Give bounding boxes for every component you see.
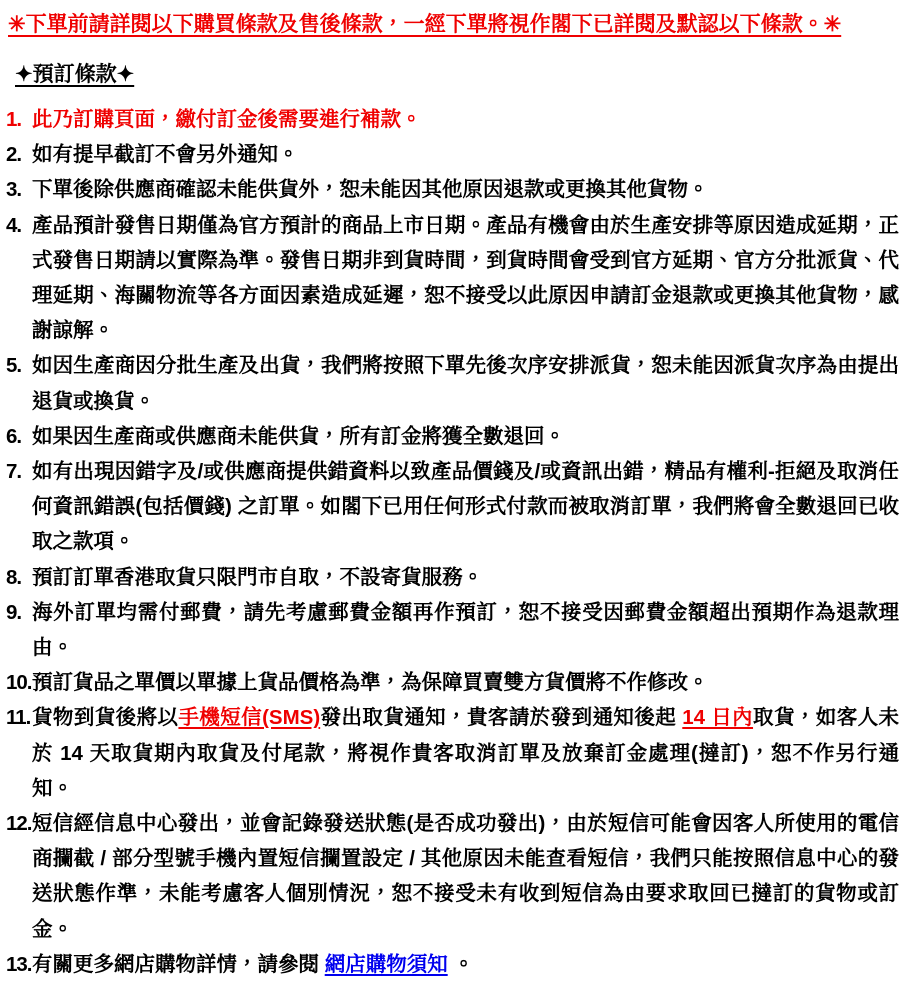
term-item-4 bbox=[6, 208, 899, 349]
term-item-2 bbox=[6, 137, 899, 172]
term-item-9 bbox=[6, 595, 899, 665]
term-item-6 bbox=[6, 419, 899, 454]
term-text: 產品預計發售日期僅為官方預計的商品上市日期。產品有機會由於生產安排等原因造成延期，正式發售日期請以實際為準。發售日期非到貨時間，到貨時間會受到官方延期、官方分批派貨、代理延期、海關物流等各方面因素造成延遲，恕不接受以此原因申請訂金退款或更換其他貨物，感謝諒解。 bbox=[32, 213, 899, 343]
term-number: 10. bbox=[6, 671, 32, 695]
term-number: 4. bbox=[6, 213, 22, 237]
term-text: 如因生產商因分批生產及出貨，我們將按照下單先後次序安排派貨，恕未能因派貨次序為由提出退貨或換貨。 bbox=[32, 354, 899, 413]
term-item-7 bbox=[6, 454, 899, 560]
pre-order-warning-header: ✳下單前請詳閱以下購買條款及售後條款，一經下單將視作閣下已詳閱及默認以下條款。✳ bbox=[8, 13, 842, 36]
term-text: 海外訂單均需付郵費，請先考慮郵費金額再作預訂，恕不接受因郵費金額超出預期作為退款理由。 bbox=[32, 600, 899, 660]
term-text: 取貨，如客人未於 14 天取貨期內取貨及付尾款，將視作貴客取消訂單及放棄訂金處理(撻訂)，恕不作另行通知。 bbox=[32, 706, 900, 800]
term-number: 9. bbox=[6, 600, 22, 624]
term-text: 下單後除供應商確認未能供貨外，恕未能因其他原因退款或更換其他貨物。 bbox=[32, 178, 709, 202]
term-text: 此乃訂購頁面，繳付訂金後需要進行補款。 bbox=[32, 108, 422, 131]
term-number: 5. bbox=[6, 354, 22, 378]
pickup-deadline-highlight: 14 日內 bbox=[682, 706, 754, 730]
section-title: ✦預訂條款✦ bbox=[15, 63, 135, 86]
term-text: 貨物到貨後將以 bbox=[32, 706, 179, 730]
term-item-8 bbox=[6, 560, 899, 595]
term-text: 發出取貨通知，貴客請於發到通知後起 bbox=[320, 706, 683, 730]
shop-guide-link[interactable]: 網店購物須知 bbox=[324, 952, 448, 976]
term-item-5 bbox=[6, 348, 899, 418]
term-number: 7. bbox=[6, 460, 22, 484]
term-item-13 bbox=[6, 947, 899, 982]
term-text: 短信經信息中心發出，並會記錄發送狀態(是否成功發出)，由於短信可能會因客人所使用的電信商攔截 / 部分型號手機內置短信攔置設定 / 其他原因未能查看短信，我們只能按照信息中心的發送狀態作準，未能考慮客人個別情況，恕不接受未有收到短信為由要求取回已撻訂的貨物或訂金。 bbox=[32, 812, 899, 941]
sms-notice-highlight: 手機短信(SMS) bbox=[178, 706, 321, 730]
term-text: 如有提早截訂不會另外通知。 bbox=[32, 143, 299, 167]
terms-list bbox=[6, 102, 899, 982]
term-number: 13. bbox=[6, 952, 32, 976]
term-item-12 bbox=[6, 806, 899, 947]
term-text: 有關更多網店購物詳情，請參閱 bbox=[32, 952, 325, 976]
term-number: 6. bbox=[6, 424, 22, 448]
term-text: 如有出現因錯字及/或供應商提供錯資料以致產品價錢及/或資訊出錯，精品有權利-拒絕及取消任何資訊錯誤(包括價錢) 之訂單。如閣下已用任何形式付款而被取消訂單，我們將會全數退回已收取之款項。 bbox=[32, 460, 899, 554]
term-item-1 bbox=[6, 102, 899, 137]
term-number: 3. bbox=[6, 178, 22, 202]
term-number: 2. bbox=[6, 143, 22, 167]
term-number: 1. bbox=[6, 108, 22, 131]
term-text: 預訂訂單香港取貨只限門市自取，不設寄貨服務。 bbox=[32, 565, 483, 589]
term-number: 11. bbox=[6, 706, 31, 730]
term-item-3 bbox=[6, 172, 899, 207]
term-text: 。 bbox=[447, 952, 474, 976]
term-text: 預訂貨品之單價以單據上貨品價格為準，為保障買賣雙方貨價將不作修改。 bbox=[32, 671, 709, 695]
term-number: 8. bbox=[6, 565, 22, 589]
term-item-11 bbox=[6, 700, 899, 806]
term-item-10 bbox=[6, 665, 899, 700]
term-text: 如果因生產商或供應商未能供貨，所有訂金將獲全數退回。 bbox=[32, 424, 565, 448]
term-number: 12. bbox=[6, 812, 32, 836]
